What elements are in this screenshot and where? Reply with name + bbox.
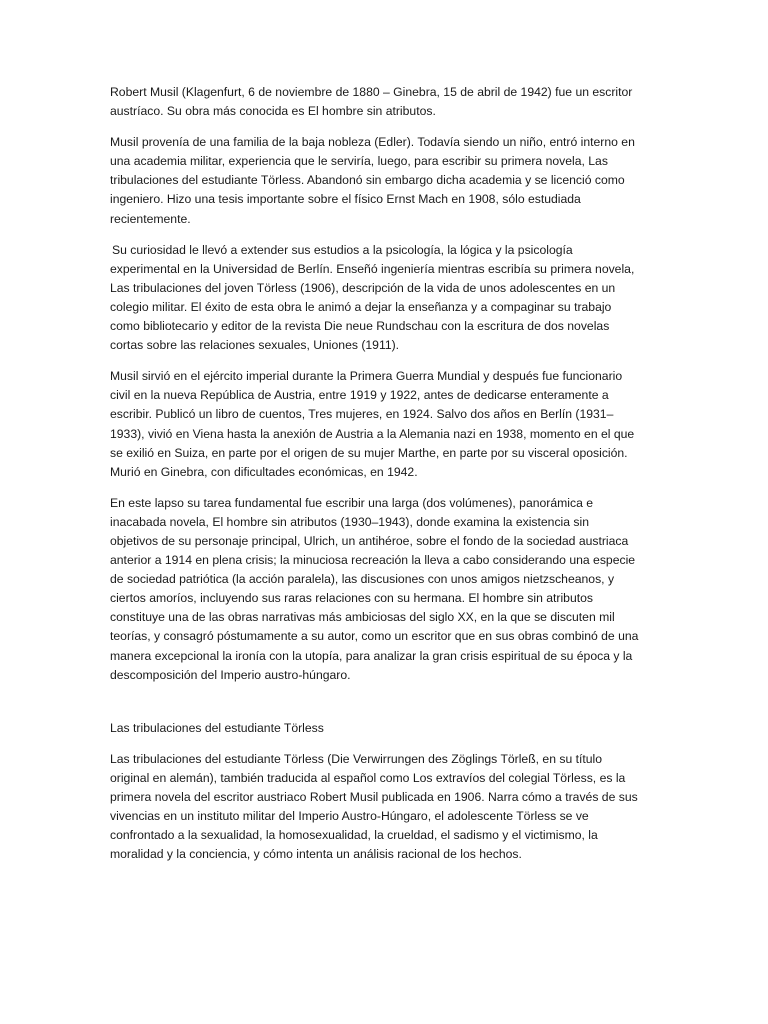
- paragraph-main-work: En este lapso su tarea fundamental fue escribir una larga (dos volúmenes), panorámica e inacabada novela, El hombre sin atributos (1930–1943), donde examina la existencia sin objetivos de su personaje principal, Ulrich, un antihéroe, sobre el fondo de la sociedad austriaca anterior a 1914 en plena crisis; la minuciosa recreación la lleva a cabo considerando una especie de sociedad patriótica (la acción paralela), las discusiones con unos amigos nietzscheanos, y ciertos amoríos, incluyendo sus raras relaciones con su hermana. El hombre sin atributos constituye una de las obras narrativas más ambiciosas del siglo XX, en la que se discuten mil teorías, y consagró póstumamente a su autor, como un escritor que en sus obras combinó de una manera excepcional la ironía con la utopía, para analizar la gran crisis espiritual de su época y la descomposición del Imperio austro-húngaro.: [110, 495, 639, 682]
- paragraph-torless: Las tribulaciones del estudiante Törless (Die Verwirrungen des Zöglings Törleß, en su título original en alemán), también traducida al español como Los extravíos del colegial Törless, es la primera novela del escritor austriaco Robert Musil publicada en 1906. Narra cómo a través de sus vivencias en un instituto militar del Imperio Austro-Húngaro, el adolescente Törless se ve confrontado a la sexualidad, la homosexualidad, la crueldad, el sadismo y el victimismo, la moralidad y la conciencia, y cómo intenta un análisis racional de los hechos.: [110, 751, 638, 862]
- paragraph-intro: Robert Musil (Klagenfurt, 6 de noviembre de 1880 – Ginebra, 15 de abril de 1942) fue un escritor austríaco. Su obra más conocida es El hombre sin atributos.: [110, 85, 633, 119]
- section-heading: Las tribulaciones del estudiante Törless: [110, 720, 324, 735]
- paragraph-war-and-exile: Musil sirvió en el ejército imperial durante la Primera Guerra Mundial y después fue funcionario civil en la nueva República de Austria, entre 1919 y 1922, antes de dedicarse enteramente a escribir. Publicó un libro de cuentos, Tres mujeres, en 1924. Salvo dos años en Berlín (1931–1933), vivió en Viena hasta la anexión de Austria a la Alemania nazi en 1938, momento en el que se exilió en Suiza, en parte por el origen de su mujer Marthe, en parte por su visceral oposición. Murió en Ginebra, con dificultades económicas, en 1942.: [110, 369, 635, 479]
- paragraph-studies: Su curiosidad le llevó a extender sus estudios a la psicología, la lógica y la psicología experimental en la Universidad de Berlín. Enseñó ingeniería mientras escribía su primera novela, Las tribulaciones del joven Törless (1906), descripción de la vida de unos adolescentes en un colegio militar. El éxito de esta obra le animó a dejar la enseñanza y a compaginar su trabajo como bibliotecario y editor de la revista Die neue Rundschau con la escritura de dos novelas cortas sobre las relaciones sexuales, Uniones (1911).: [110, 242, 635, 353]
- paragraph-early-life: Musil provenía de una familia de la baja nobleza (Edler). Todavía siendo un niño, entró interno en una academia militar, experiencia que le serviría, luego, para escribir su primera novela, Las tribulaciones del estudiante Törless. Abandonó sin embargo dicha academia y se licenció como ingeniero. Hizo una tesis importante sobre el físico Ernst Mach en 1908, sólo estudiada recientemente.: [110, 135, 635, 226]
- document-body: [110, 83, 640, 876]
